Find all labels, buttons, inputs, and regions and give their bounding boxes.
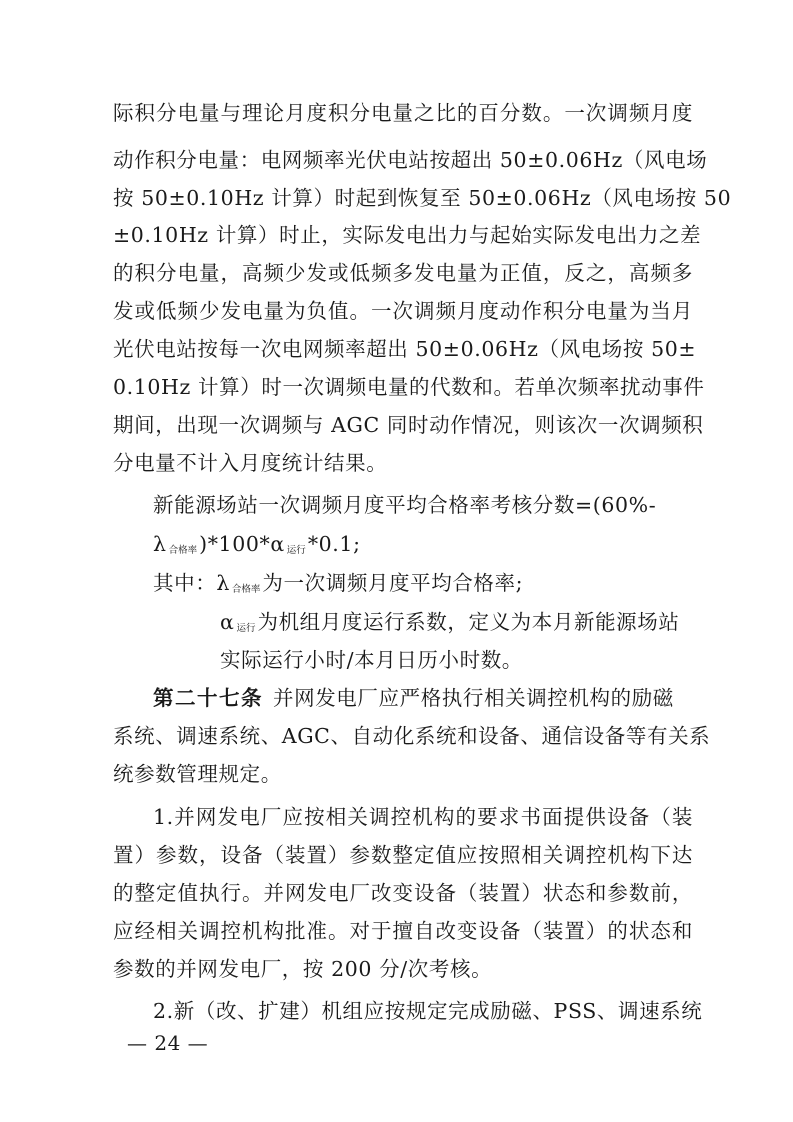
formula-middle: )*100*: [199, 532, 271, 556]
article-27-text: 并网发电厂应严格执行相关调控机构的励磁: [273, 686, 674, 710]
text-line: ±0.10Hz 计算）时止，实际发电出力与起始实际发电出力之差: [113, 223, 702, 247]
text-line: 应经相关调控机构批准。对于擅自改变设备（装置）的状态和: [113, 919, 693, 943]
alpha-symbol: α: [270, 532, 285, 556]
text-line: 分电量不计入月度统计结果。: [113, 451, 388, 475]
text-line: 的积分电量，高频少发或低频多发电量为正值，反之，高频多: [113, 261, 693, 285]
text-line: 的整定值执行。并网发电厂改变设备（装置）状态和参数前，: [113, 881, 693, 905]
text-line: 统参数管理规定。: [113, 762, 282, 786]
text-line: 0.10Hz 计算）时一次调频电量的代数和。若单次频率扰动事件: [113, 375, 705, 399]
alpha-definition-line: [220, 604, 693, 640]
alpha-definition-line-2: 实际运行小时/本月日历小时数。: [220, 648, 523, 672]
formula-line: 新能源场站一次调频月度平均合格率考核分数=(60%-: [153, 493, 657, 517]
text-line: 际积分电量与理论月度积分电量之比的百分数。一次调频月度: [113, 101, 693, 125]
alpha-subscript: 运行: [286, 545, 306, 556]
lambda-subscript: 合格率: [231, 584, 261, 595]
lambda-symbol: λ: [216, 571, 230, 595]
formula-line-2: [153, 526, 693, 562]
where-line: [153, 565, 693, 601]
text-line: 发或低频少发电量为负值。一次调频月度动作积分电量为当月: [113, 299, 693, 323]
text-line: 参数的并网发电厂，按 200 分/次考核。: [113, 957, 493, 981]
article-heading: 第二十七条: [153, 686, 263, 710]
article-27-line-1: [153, 680, 693, 716]
text-line: 系统、调速系统、AGC、自动化系统和设备、通信设备等有关系: [113, 724, 711, 748]
item-1-line-1: 1.并网发电厂应按相关调控机构的要求书面提供设备（装: [153, 805, 693, 829]
text-line: 置）参数，设备（装置）参数整定值应按照相关调控机构下达: [113, 843, 693, 867]
lambda-symbol: λ: [153, 532, 167, 556]
page-number: — 24 —: [127, 1031, 209, 1055]
item-2-line-1: 2.新（改、扩建）机组应按规定完成励磁、PSS、调速系统: [153, 999, 703, 1023]
text-line: 按 50±0.10Hz 计算）时起到恢复至 50±0.06Hz（风电场按 50: [113, 186, 732, 210]
lambda-description: 为一次调频月度平均合格率;: [262, 571, 524, 595]
alpha-subscript: 运行: [236, 623, 256, 634]
text-line: 动作积分电量：电网频率光伏电站按超出 50±0.06Hz（风电场: [113, 148, 708, 172]
lambda-subscript: 合格率: [168, 545, 198, 556]
where-prefix: 其中：: [153, 571, 217, 595]
alpha-symbol: α: [220, 610, 235, 634]
text-line: 期间，出现一次调频与 AGC 同时动作情况，则该次一次调频积: [113, 413, 704, 437]
text-line: 光伏电站按每一次电网频率超出 50±0.06Hz（风电场按 50±: [113, 337, 697, 361]
formula-tail: *0.1;: [307, 532, 361, 556]
alpha-description: 为机组月度运行系数，定义为本月新能源场站: [257, 610, 680, 634]
